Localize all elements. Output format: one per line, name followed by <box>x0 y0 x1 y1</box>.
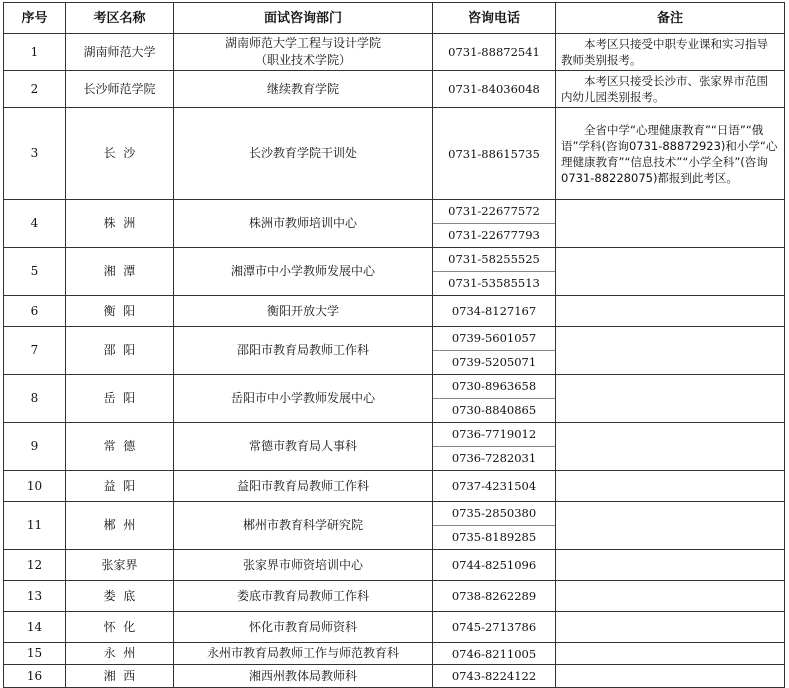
phone-number: 0731-88615735 <box>448 146 540 161</box>
phone-number: 0736-7282031 <box>433 446 555 470</box>
department-line: 张家界市师资培训中心 <box>242 557 363 572</box>
phone-number: 0743-8224122 <box>451 668 537 683</box>
header-area-name: 考区名称 <box>66 3 174 34</box>
table-row <box>4 471 785 502</box>
row-number: 7 <box>4 327 66 375</box>
department <box>174 296 433 327</box>
department-line: 常德市教育局人事科 <box>248 439 357 453</box>
phone-number: 0739-5205071 <box>433 350 555 374</box>
department-line: 郴州市教育科学研究院 <box>242 518 363 532</box>
area-name: 长沙师范学院 <box>66 71 174 108</box>
table-row <box>4 502 785 550</box>
table-row <box>4 200 785 248</box>
remark <box>556 375 785 423</box>
department <box>174 550 433 581</box>
table-body <box>4 34 785 688</box>
phone-number: 0735-2850380 <box>451 506 537 520</box>
remark <box>556 643 785 665</box>
row-number: 12 <box>4 550 66 581</box>
area-name: 张家界 <box>66 550 174 581</box>
area-name: 湘 西 <box>66 665 174 688</box>
area-name: 岳 阳 <box>66 375 174 423</box>
remark <box>556 502 785 550</box>
area-name: 株 洲 <box>66 200 174 248</box>
department-line: （职业技术学院） <box>254 53 351 67</box>
phone-number: 0744-8251096 <box>451 557 537 572</box>
remark <box>556 581 785 612</box>
department-line: 益阳市教育局教师工作科 <box>236 478 369 493</box>
department-line: 娄底市教育局教师工作科 <box>236 588 369 603</box>
table-row <box>4 550 785 581</box>
table-row <box>4 665 785 688</box>
area-name: 湖南师范大学 <box>66 34 174 71</box>
phone-number: 0731-88872541 <box>448 45 540 59</box>
phone-number: 0735-8189285 <box>433 525 555 549</box>
department-line: 岳阳市中小学教师发展中心 <box>230 391 375 405</box>
area-name: 怀 化 <box>66 612 174 643</box>
exam-area-contact-table <box>3 2 785 688</box>
area-name: 娄 底 <box>66 581 174 612</box>
table-row <box>4 248 785 296</box>
department-line: 湘西州教体局教师科 <box>248 668 357 683</box>
phone-cell <box>433 248 556 296</box>
phone-number: 0731-22677572 <box>448 204 540 218</box>
phone-cell <box>433 296 556 327</box>
department <box>174 108 433 200</box>
phone-cell <box>433 665 556 688</box>
phone-cell <box>433 327 556 375</box>
remark <box>556 327 785 375</box>
row-number: 14 <box>4 612 66 643</box>
department <box>174 423 433 471</box>
phone-cell <box>433 200 556 248</box>
department-line: 株洲市教师培训中心 <box>248 216 357 230</box>
row-number: 4 <box>4 200 66 248</box>
table-row <box>4 34 785 71</box>
row-number: 13 <box>4 581 66 612</box>
department <box>174 471 433 502</box>
row-number: 8 <box>4 375 66 423</box>
department-line: 长沙教育学院干训处 <box>248 146 357 160</box>
department-line: 湘潭市中小学教师发展中心 <box>230 264 375 278</box>
table-row <box>4 108 785 200</box>
area-name: 永 州 <box>66 643 174 665</box>
remark: 本考区只接受长沙市、张家界市范围内幼儿园类别报考。 <box>556 71 785 108</box>
row-number: 3 <box>4 108 66 200</box>
row-number: 11 <box>4 502 66 550</box>
area-name: 湘 潭 <box>66 248 174 296</box>
department <box>174 327 433 375</box>
remark <box>556 423 785 471</box>
table-row <box>4 643 785 665</box>
row-number: 10 <box>4 471 66 502</box>
remark <box>556 665 785 688</box>
header-department: 面试咨询部门 <box>174 3 433 34</box>
phone-number: 0731-58255525 <box>448 252 540 266</box>
phone-cell <box>433 108 556 200</box>
department <box>174 375 433 423</box>
remark: 全省中学“心理健康教育”“日语”“俄语”学科(咨询0731-88872923)和小学“心理健康教育”“信息技术”“小学全科”(咨询0731-88228075)都报到此考区。 <box>556 108 785 200</box>
area-name: 邵 阳 <box>66 327 174 375</box>
remark <box>556 550 785 581</box>
phone-number: 0731-84036048 <box>448 82 540 96</box>
department <box>174 71 433 108</box>
department-line: 湖南师范大学工程与设计学院 <box>224 36 381 50</box>
department-line: 怀化市教育局师资科 <box>248 619 357 634</box>
phone-number: 0746-8211005 <box>451 646 537 661</box>
department <box>174 643 433 665</box>
row-number: 9 <box>4 423 66 471</box>
table-row <box>4 327 785 375</box>
phone-number: 0736-7719012 <box>451 427 537 441</box>
phone-cell <box>433 550 556 581</box>
table-row <box>4 71 785 108</box>
phone-cell <box>433 471 556 502</box>
header-remark: 备注 <box>556 3 785 34</box>
phone-number: 0731-22677793 <box>433 223 555 247</box>
remark <box>556 612 785 643</box>
phone-number: 0739-5601057 <box>451 331 537 345</box>
phone-number: 0730-8840865 <box>433 398 555 422</box>
area-name: 常 德 <box>66 423 174 471</box>
area-name: 益 阳 <box>66 471 174 502</box>
phone-number: 0737-4231504 <box>451 478 537 493</box>
phone-number: 0730-8963658 <box>451 379 537 393</box>
remark <box>556 296 785 327</box>
department <box>174 612 433 643</box>
phone-cell <box>433 423 556 471</box>
row-number: 1 <box>4 34 66 71</box>
row-number: 15 <box>4 643 66 665</box>
department-line: 永州市教育局教师工作与师范教育科 <box>206 646 399 660</box>
phone-cell <box>433 34 556 71</box>
table-row <box>4 581 785 612</box>
department <box>174 248 433 296</box>
row-number: 16 <box>4 665 66 688</box>
department <box>174 581 433 612</box>
table-row <box>4 423 785 471</box>
phone-number: 0738-8262289 <box>451 588 537 603</box>
row-number: 5 <box>4 248 66 296</box>
row-number: 2 <box>4 71 66 108</box>
phone-number: 0734-8127167 <box>451 303 537 318</box>
department <box>174 665 433 688</box>
department-line: 衡阳开放大学 <box>266 303 339 318</box>
phone-cell <box>433 71 556 108</box>
area-name: 衡 阳 <box>66 296 174 327</box>
department <box>174 34 433 71</box>
row-number: 6 <box>4 296 66 327</box>
department <box>174 200 433 248</box>
remark: 本考区只接受中职专业课和实习指导教师类别报考。 <box>556 34 785 71</box>
table-row <box>4 375 785 423</box>
phone-number: 0745-2713786 <box>451 619 537 634</box>
phone-cell <box>433 581 556 612</box>
table-row <box>4 612 785 643</box>
header-row <box>4 3 785 34</box>
header-number: 序号 <box>4 3 66 34</box>
department-line: 继续教育学院 <box>266 81 339 96</box>
remark <box>556 200 785 248</box>
remark <box>556 471 785 502</box>
remark <box>556 248 785 296</box>
phone-cell <box>433 643 556 665</box>
table-row <box>4 296 785 327</box>
header-phone: 咨询电话 <box>433 3 556 34</box>
department-line: 邵阳市教育局教师工作科 <box>236 343 369 357</box>
area-name: 郴 州 <box>66 502 174 550</box>
area-name: 长 沙 <box>66 108 174 200</box>
phone-number: 0731-53585513 <box>433 271 555 295</box>
phone-cell <box>433 502 556 550</box>
department <box>174 502 433 550</box>
phone-cell <box>433 612 556 643</box>
phone-cell <box>433 375 556 423</box>
